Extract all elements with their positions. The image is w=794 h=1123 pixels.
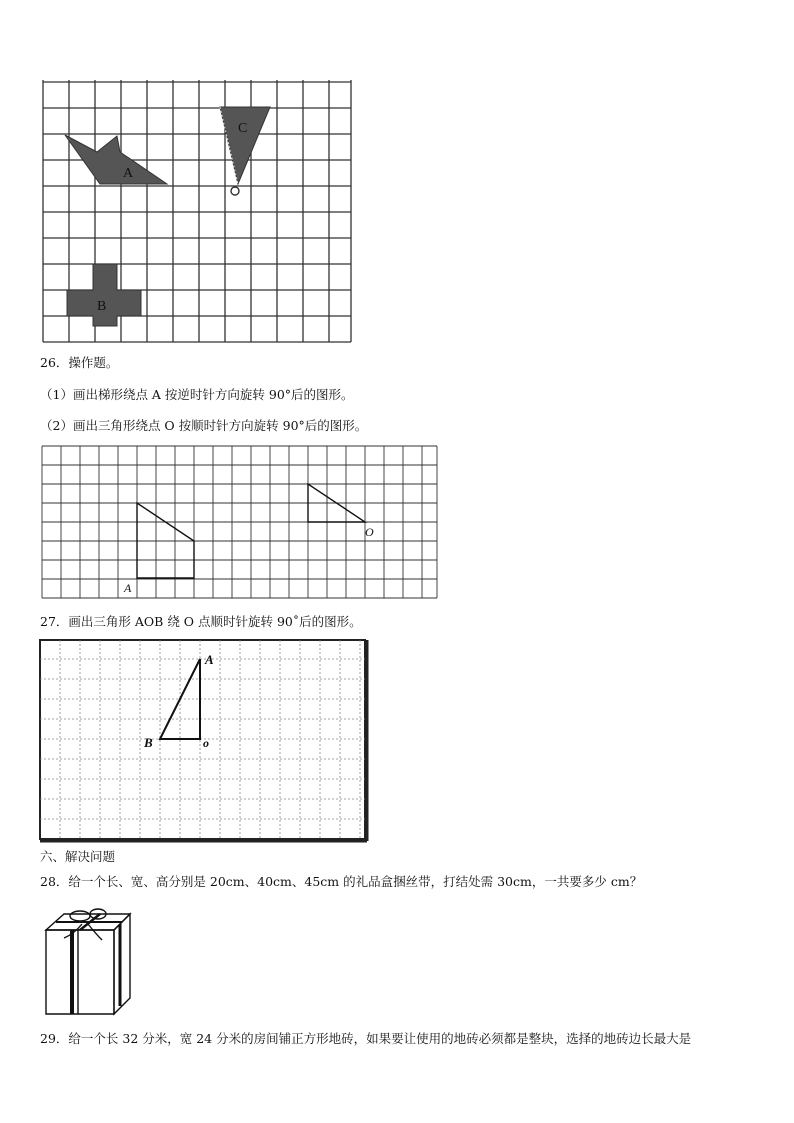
label-b-q27: B — [144, 735, 153, 750]
label-b: B — [97, 299, 107, 314]
shape-b — [67, 264, 141, 326]
label-c: C — [238, 121, 248, 136]
q28-text: 28．给一个长、宽、高分别是 20cm、40cm、45cm 的礼品盒捆丝带，打结处需 30cm，一共要多少 cm？ — [40, 874, 643, 889]
q26-title: 26．操作题。 — [40, 355, 119, 370]
label-a-q27: A — [205, 652, 214, 667]
label-o-q27: o — [203, 736, 209, 750]
section-6-title: 六、解决问题 — [40, 849, 116, 864]
figure-q26-grid — [40, 444, 440, 600]
point-o — [231, 187, 239, 195]
figure-q27-grid — [37, 637, 369, 843]
q26-part1: （1）画出梯形绕点 A 按逆时针方向旋转 90°后的图形。 — [40, 387, 354, 402]
label-a: A — [123, 166, 134, 181]
q26-part2: （2）画出三角形绕点 O 按顺时针方向旋转 90°后的图形。 — [40, 418, 368, 433]
label-o-q26: O — [365, 525, 374, 539]
figure-rotation-shapes — [40, 80, 356, 346]
q27-title: 27．画出三角形 AOB 绕 O 点顺时针旋转 90˚后的图形。 — [40, 614, 362, 629]
label-a-q26: A — [124, 581, 132, 595]
q29-text: 29．给一个长 32 分米，宽 24 分米的房间铺正方形地砖，如果要让使用的地砖必须都是整块，选择的地砖边长最大是 — [40, 1031, 692, 1046]
trapezoid — [137, 503, 194, 578]
shape-c — [220, 107, 270, 184]
gift-box-figure — [42, 906, 134, 1018]
